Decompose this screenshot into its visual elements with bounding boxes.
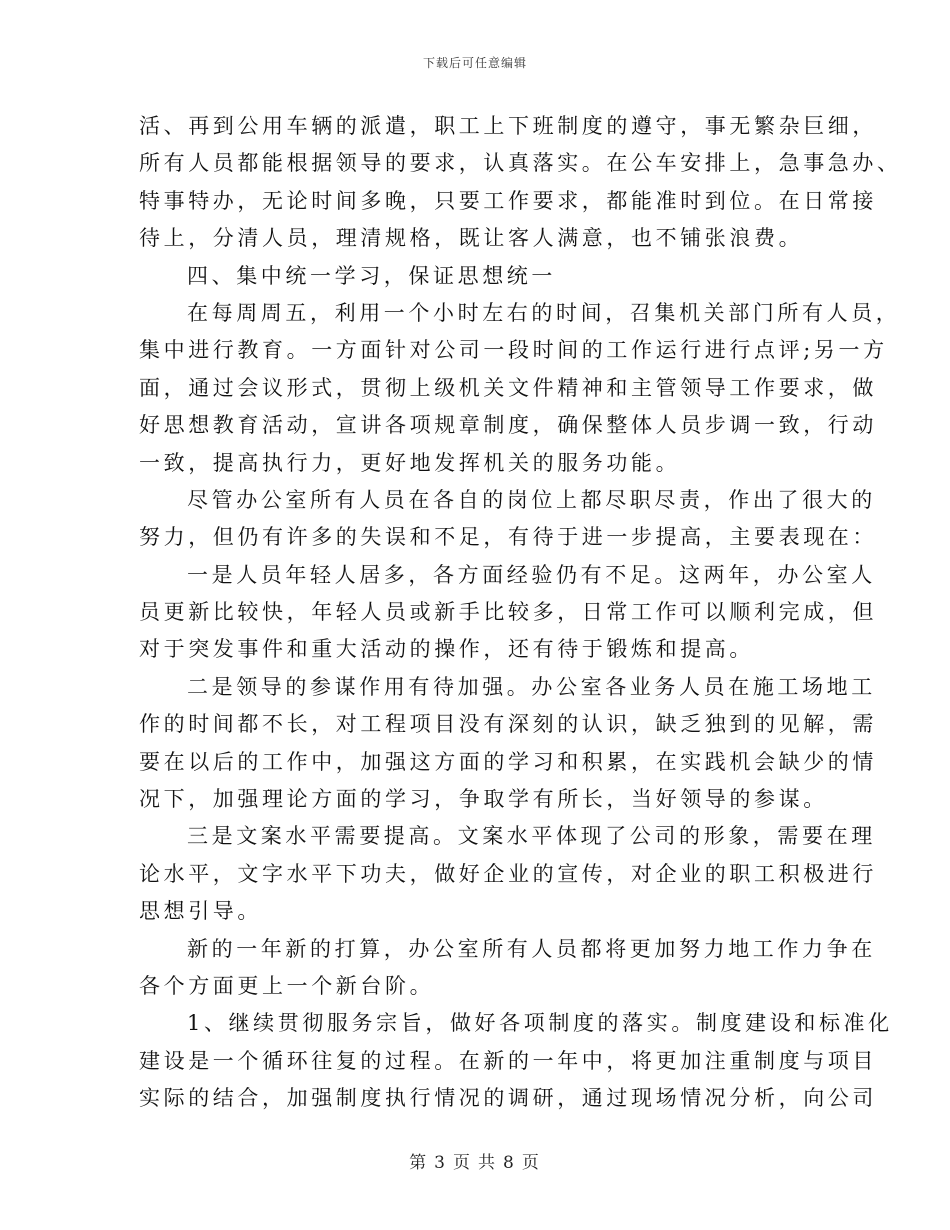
- footer-total-pages: 8: [503, 1153, 516, 1173]
- text-line: 四、集中统一学习，保证思想统一: [187, 263, 556, 288]
- footer-prefix: 第: [409, 1153, 429, 1173]
- text-line: 面，通过会议形式，贯彻上级机关文件精神和主管领导工作要求，做: [139, 375, 877, 400]
- text-line: 三是文案水平需要提高。文案水平体现了公司的形象，需要在理: [187, 824, 876, 849]
- text-line: 况下，加强理论方面的学习，争取学有所长，当好领导的参谋。: [139, 787, 828, 812]
- text-line: 实际的结合，加强制度执行情况的调研，通过现场情况分析，向公司: [139, 1086, 877, 1111]
- footer-page-number: 3: [434, 1153, 447, 1173]
- text-line: 一致，提高执行力，更好地发挥机关的服务功能。: [139, 450, 681, 475]
- text-line: 在每周周五，利用一个小时左右的时间，召集机关部门所有人员，: [187, 300, 901, 325]
- text-line: 二是领导的参谋作用有待加强。办公室各业务人员在施工场地工: [187, 674, 876, 699]
- text-line: 建设是一个循环往复的过程。在新的一年中，将更加注重制度与项目: [139, 1048, 877, 1073]
- text-line: 论水平，文字水平下功夫，做好企业的宣传，对企业的职工积极进行: [139, 861, 877, 886]
- text-line: 所有人员都能根据领导的要求，认真落实。在公车安排上，急事急办、: [139, 151, 902, 176]
- text-line: 各个方面更上一个新台阶。: [139, 973, 435, 998]
- document-body: [139, 108, 902, 1118]
- text-line: 活、再到公用车辆的派遣，职工上下班制度的遵守，事无繁杂巨细，: [139, 114, 877, 138]
- text-line: 集中进行教育。一方面针对公司一段时间的工作运行进行点评;另一方: [139, 338, 888, 363]
- text-line: 新的一年新的打算，办公室所有人员都将更加努力地工作力争在: [187, 936, 876, 961]
- page-header: 下载后可任意编辑: [422, 56, 527, 70]
- page-footer: [0, 1148, 950, 1173]
- text-line: 员更新比较快，年轻人员或新手比较多，日常工作可以顺利完成，但: [139, 600, 877, 625]
- text-line: 作的时间都不长，对工程项目没有深刻的认识，缺乏独到的见解，需: [139, 712, 877, 737]
- text-line: 一是人员年轻人居多，各方面经验仍有不足。这两年，办公室人: [187, 562, 876, 587]
- footer-total-prefix: 共: [478, 1153, 497, 1173]
- footer-page-label: 页: [453, 1153, 472, 1173]
- text-line: 特事特办，无论时间多晚，只要工作要求，都能准时到位。在日常接: [139, 188, 877, 213]
- text-line: 努力，但仍有许多的失误和不足，有待于进一步提高，主要表现在：: [139, 525, 877, 550]
- text-line: 好思想教育活动，宣讲各项规章制度，确保整体人员步调一致，行动: [139, 413, 877, 438]
- text-line: 尽管办公室所有人员在各自的岗位上都尽职尽责，作出了很大的: [187, 487, 876, 512]
- text-line: 对于突发事件和重大活动的操作，还有待于锻炼和提高。: [139, 637, 754, 662]
- text-line: 待上，分清人员，理清规格，既让客人满意，也不铺张浪费。: [139, 226, 804, 251]
- footer-suffix: 页: [521, 1153, 541, 1173]
- text-line: 1、继续贯彻服务宗旨，做好各项制度的落实。制度建设和标准化: [187, 1011, 893, 1036]
- text-line: 思想引导。: [139, 899, 262, 924]
- text-line: 要在以后的工作中，加强这方面的学习和积累，在实践机会缺少的情: [139, 749, 877, 774]
